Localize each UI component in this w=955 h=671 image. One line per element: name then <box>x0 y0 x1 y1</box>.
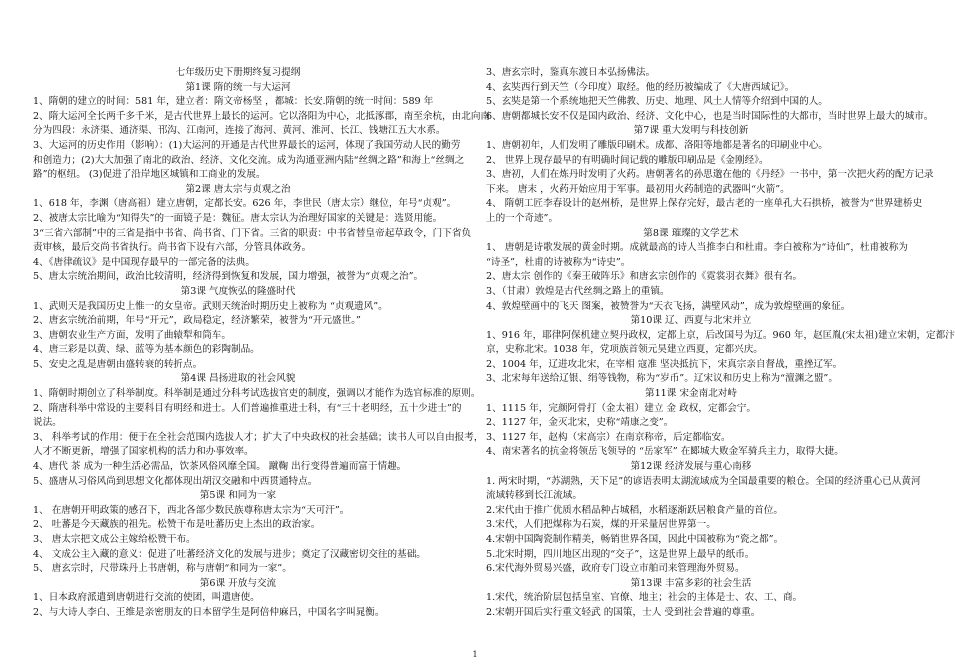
text-line: 3、大运河的历史作用（影响）：(1)大运河的开通是古代世界最长的运河，体现了我国劳动人民的勤劳 <box>33 139 461 151</box>
text-line: 1.宋代，统治阶层包括皇室、官僚、地主；社会的主体是士、农、工、商。 <box>486 592 803 604</box>
text-line: 和创造力；(2)大大加强了南北的政治、经济、文化交流。成为沟通亚洲内陆“丝绸之路”和海上“丝绸之 <box>33 154 465 166</box>
text-line: 5、盛唐从习俗风尚到思想文化都体现出胡汉交融和中西贯通特点。 <box>33 475 318 487</box>
text-line: 3“三省六部制”中的三省是指中书省、尚书省、门下省。三省的职责：中书省替皇帝起草政令，门下省负 <box>33 227 472 239</box>
text-line: 4、唐三彩是以黄、绿、蓝等为基本颜色的彩陶制品。 <box>33 344 260 356</box>
lesson-heading: 第3课 气度恢弘的隆盛时代 <box>180 285 296 297</box>
lesson-heading: 第4课 昌扬进取的社会风貌 <box>180 373 296 385</box>
text-line: 流域转移到长江流域。 <box>486 490 582 502</box>
text-line: 1、隋朝时期创立了科举制度。科举制是通过分科考试选拔官吏的制度，强调以才能作为选官标准的原则。 <box>33 388 481 400</box>
text-line: 3、 科举考试的作用：便于在全社会范围内选拔人才；扩大了中央政权的社会基础；读书人可以自由报考， <box>33 431 484 443</box>
page-number: 1 <box>472 650 478 659</box>
lesson-heading: 第8课 璀璨的文学艺术 <box>643 227 739 239</box>
text-line: 2、唐太宗 创作的《秦王破阵乐》和唐玄宗创作的《霓裳羽衣舞》很有名。 <box>486 271 803 283</box>
text-line: 2、隋唐科举中常设的主要科目有明经和进士。人们普遍推重进士科，有“三十老明经，五十少进士”的 <box>33 402 462 414</box>
text-line: 1、日本政府派遣到唐朝进行交流的使团，叫遣唐使。 <box>33 592 260 604</box>
text-line: 1、 在唐朝开明政策的感召下，西北各部少数民族尊称唐太宗为“天可汗”。 <box>33 504 350 516</box>
text-line: 1、1115 年，完颜阿骨打（金太祖）建立 金 政权，定都会宁。 <box>486 402 756 414</box>
lesson-heading: 第10课 辽、西夏与北宋并立 <box>630 315 752 327</box>
text-line: 4、唐代 茶 成为一种生活必需品，饮茶风俗风靡全国。 蹴鞠 出行变得普遍而富于情趣。 <box>33 461 407 473</box>
left-column <box>33 66 491 621</box>
text-line: 3、北宋每年送给辽银、绢等钱物，称为“岁币”。辽宋议和历史上称为“澶渊之盟”。 <box>486 373 838 385</box>
text-line: 2.宋代由于推广优质水稻品种占城稻，水稻逐渐跃居粮食产量的首位。 <box>486 504 783 516</box>
lesson-heading: 第11课 宋金南北对峙 <box>644 388 737 400</box>
text-line: 1、916 年，耶律阿保机建立契丹政权，定都上京，后改国号为辽。960 年，赵匡胤(宋太祖)建立宋朝，定都汴 <box>486 329 955 341</box>
lesson-heading: 第7课 重大发明与科技创新 <box>633 125 749 137</box>
text-line: 2、 世界上现存最早的有明确时间记载的雕版印刷品是《金刚经》。 <box>486 154 769 166</box>
lesson-heading: 第12课 经济发展与重心南移 <box>630 461 752 473</box>
text-line: 6、唐朝都城长安不仅是国内政治、经济、文化中心，也是当时国际性的大都市，当时世界上最大的城市。 <box>486 110 934 122</box>
lesson-heading: 第1课 隋的统一与大运河 <box>185 81 291 93</box>
text-line: 2、 吐蕃是今天藏族的祖先。松赞干布是吐蕃历史上杰出的政治家。 <box>33 519 321 531</box>
text-line: 2、被唐太宗比喻为“知得失”的一面镜子是：魏征。唐太宗认为治理好国家的关键是：选贤用能。 <box>33 212 443 224</box>
text-line: 5、玄奘是第一个系统地把天竺佛教、历史、地理、风土人情等介绍到中国的人。 <box>486 96 828 108</box>
text-line: 1、武则天是我国历史上惟一的女皇帝。武则天统治时期历史上被称为 “贞观遗风”。 <box>33 300 388 312</box>
text-line: 1、 唐朝是诗歌发展的黄金时期。成就最高的诗人当推李白和杜甫。李白被称为“诗仙”，杜甫被称为 <box>486 242 908 254</box>
right-column <box>486 66 955 621</box>
text-line: 1、618 年，李渊（唐高祖）建立唐朝，定都长安。626 年，李世民（唐太宗）继位，年号“贞观”。 <box>33 198 457 210</box>
text-line: “诗圣”，杜甫的诗被称为“诗史”。 <box>486 256 631 268</box>
text-line: 2、隋大运河全长两千多千米，是古代世界上最长的运河。它以洛阳为中心，北抵涿郡，南至余杭，由北向南 <box>33 110 491 122</box>
lesson-heading: 第2课 唐太宗与贞观之治 <box>185 183 291 195</box>
text-line: 5、 唐玄宗时，尺带珠丹上书唐朝，称与唐朝“和同为一家”。 <box>33 563 292 575</box>
text-line: 2、唐玄宗统治前期，年号“开元”，政局稳定，经济繁荣，被誉为“开元盛世。” <box>33 315 361 327</box>
text-line: 4、 隋朝工匠李春设计的赵州桥，是世界上保存完好，最古老的一座单孔大石拱桥，被誉为“世界建桥史 <box>486 198 923 210</box>
text-line: 3、唐初，人们在炼丹时发明了火药。唐朝著名的孙思邈在他的《丹经》一书中，第一次把火药的配方记录 <box>486 169 934 181</box>
text-line: 2、1004 年，辽进攻北宋，在宰相 寇准 坚决抵抗下，宋真宗亲自督战，重挫辽军。 <box>486 358 843 370</box>
text-line: 1、唐朝初年，人们发明了雕版印刷术。成都、洛阳等地都是著名的印刷业中心。 <box>486 139 828 151</box>
text-line: 3、1127 年，赵构（宋高宗）在南京称帝，后定都临安。 <box>486 431 731 443</box>
lesson-heading: 第6课 开放与交流 <box>199 577 277 589</box>
text-line: 5、安史之乱是唐朝由盛转衰的转折点。 <box>33 358 203 370</box>
text-line: 3、 唐太宗把文成公主嫁给松赞干布。 <box>33 534 196 545</box>
document-title: 七年级历史下册期终复习提纲 <box>175 67 301 78</box>
text-line: 4、南宋著名的抗金将领岳飞领导的 “岳家军” 在郾城大败金军骑兵主力，取得大捷。 <box>486 446 844 458</box>
text-line: 1、隋朝的建立的时间：581 年，建立者：隋文帝杨坚 ，都城：长安.隋朝的统一时间：589 年 <box>33 96 434 108</box>
text-line: 2、与大诗人李白、王维是亲密朋友的日本留学生是阿倍仲麻吕，中国名字叫晁衡。 <box>33 606 385 618</box>
text-line: 京，史称北宋。1038 年，党项族首领元昊建立西夏，定都兴庆。 <box>486 344 763 356</box>
text-line: 路”的枢纽。 (3)促进了沿岸地区城镇和工商业的发展。 <box>33 169 266 181</box>
text-line: 说法。 <box>33 417 62 429</box>
text-line: 人才不断更新，增强了国家机构的活力和办事效率。 <box>33 446 254 458</box>
text-line: 上的一个奇迹”。 <box>486 212 559 224</box>
lesson-heading: 第5课 和同为一家 <box>199 490 277 502</box>
text-line: 2.宋朝开国后实行重文轻武 的国策，士人 受到社会普遍的尊重。 <box>486 606 761 618</box>
text-line: 分为四段：永济渠、通济渠、邗沟、江南河，连接了海河、黄河、淮河、长江、钱塘江五大水系。 <box>33 125 446 137</box>
text-line: 下来。 唐末 ，火药开始应用于军事。最初用火药制造的武器叫“火箭”。 <box>486 183 790 195</box>
text-line: 5、唐太宗统治期间，政治比较清明，经济得到恢复和发展，国力增强，被誉为“贞观之治”。 <box>33 271 424 283</box>
text-line: 4、 文成公主入藏的意义：促进了吐蕃经济文化的发展与进步；奠定了汉藏密切交往的基础。 <box>33 548 426 560</box>
text-line: 3、唐朝农业生产方面，发明了曲辕犁和筒车。 <box>33 329 231 341</box>
text-line: 3、唐玄宗时，鉴真东渡日本弘扬佛法。 <box>486 67 656 78</box>
text-line: 4、《唐律疏议》是中国现存最早的一部完备的法典。 <box>33 256 255 268</box>
text-line: 2、1127 年，金灭北宋，史称“靖康之变”。 <box>486 417 674 429</box>
lesson-heading: 第13课 丰富多彩的社会生活 <box>630 577 752 589</box>
text-line: 3、（甘肃）敦煌是古代丝绸之路上的重镇。 <box>486 285 670 297</box>
text-line: 5.北宋时期，四川地区出现的“交子”，这是世界上最早的纸币。 <box>486 548 755 560</box>
text-line: 3.宋代，人们把煤称为石炭，煤的开采量居世界第一。 <box>486 519 716 531</box>
text-line: 1. 两宋时期，“苏湖熟，天下足”的谚语表明太湖流域成为全国最重要的粮仓。全国的经济重心已从黄河 <box>486 475 921 487</box>
text-line: 4.宋朝中国陶瓷制作精美，畅销世界各国，因此中国被称为“瓷之都”。 <box>486 534 784 545</box>
text-line: 4、敦煌壁画中的飞天 图案，被赞誉为“天衣飞扬，满壁风动”，成为敦煌壁画的象征。 <box>486 300 851 312</box>
text-line: 4、玄奘西行到天竺（今印度）取经。他的经历被编成了《大唐西域记》。 <box>486 81 795 93</box>
text-line: 责审核，最后交尚书省执行。尚书省下设有六部，分管具体政务。 <box>33 242 312 254</box>
text-line: 6.宋代海外贸易兴盛，政府专门设立市舶司来管理海外贸易。 <box>486 563 745 575</box>
